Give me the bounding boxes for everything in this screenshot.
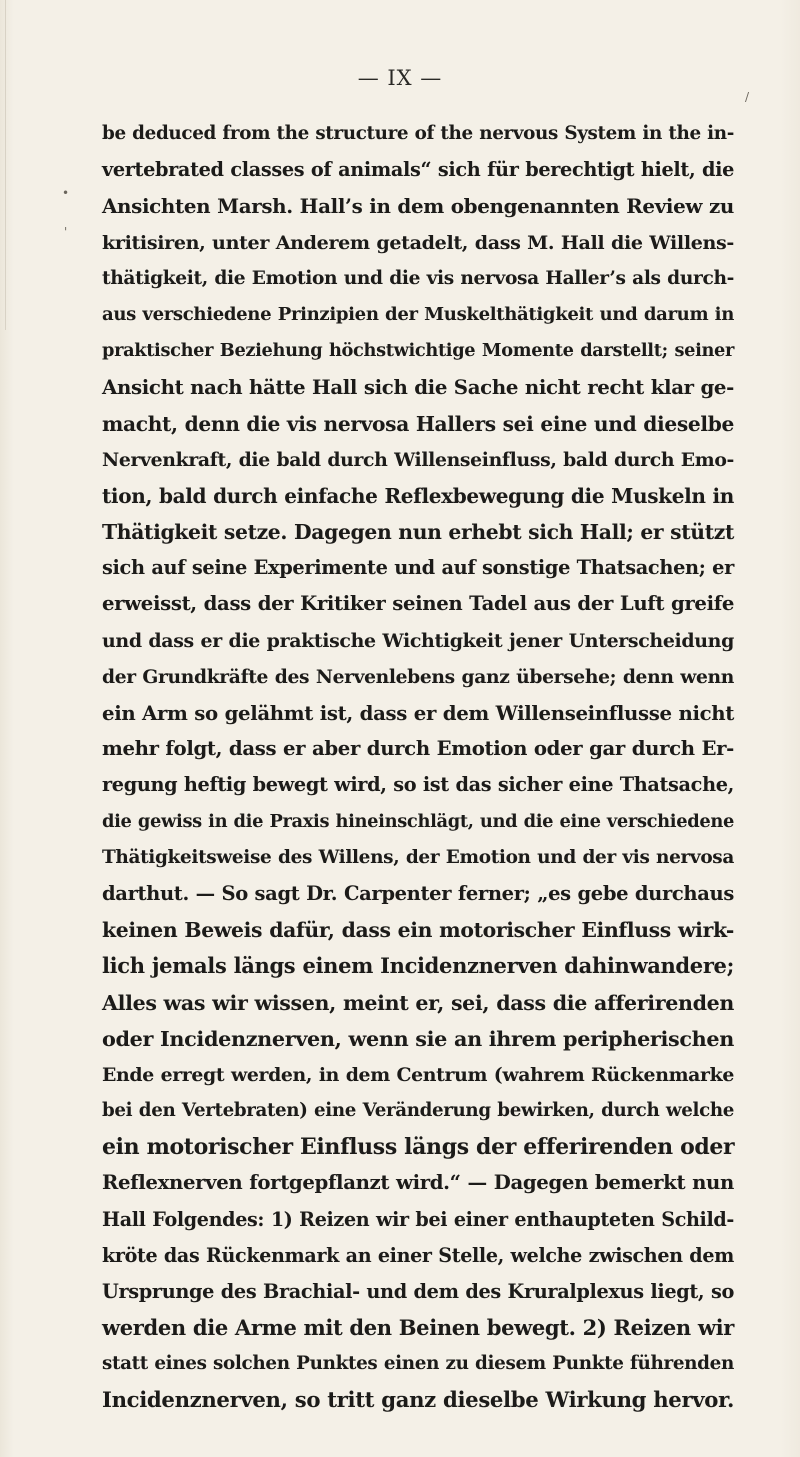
margin-dot-mark: • [62, 186, 70, 200]
text-line: regung heftig bewegt wird, so ist das sicher eine Thatsache, [102, 773, 734, 797]
text-line: Ansicht nach hätte Hall sich die Sache nicht recht klar ge- [102, 375, 734, 400]
text-line: Nervenkraft, die bald durch Willenseinfluss, bald durch Emo- [102, 448, 734, 471]
page-number: — IX — [357, 66, 443, 90]
text-line: Ursprunge des Brachial- und dem des Kruralplexus liegt, so [102, 1280, 734, 1303]
text-line: Hall Folgendes: 1) Reizen wir bei einer enthaupteten Schild- [102, 1207, 734, 1231]
text-line: Incidenznerven, so tritt ganz dieselbe Wirkung hervor. [102, 1387, 734, 1413]
text-line: Ansichten Marsh. Hall’s in dem obengenannten Review zu [102, 194, 734, 219]
body-text [102, 116, 734, 1419]
margin-tick-mark: ' [64, 225, 68, 239]
text-line: praktischer Beziehung höchstwichtige Momente darstellt; seiner [102, 340, 734, 362]
text-line: sich auf seine Experimente und auf sonstige Thatsachen; er [102, 556, 734, 580]
text-line: der Grundkräfte des Nervenlebens ganz übersehe; denn wenn [102, 665, 734, 688]
text-line: keinen Beweis dafür, dass ein motorischer Einfluss wirk- [102, 918, 734, 943]
text-line: die gewiss in die Praxis hineinschlägt, und die eine verschiedene [102, 810, 734, 832]
text-line: und dass er die praktische Wichtigkeit jener Unterscheidung [102, 629, 734, 652]
text-line: darthut. — So sagt Dr. Carpenter ferner; „es gebe durchaus [102, 881, 734, 905]
text-line: Thätigkeit setze. Dagegen nun erhebt sich Hall; er stützt [102, 520, 734, 545]
text-line: bei den Vertebraten) eine Veränderung bewirken, durch welche [102, 1100, 734, 1122]
page-edge-rule [5, 0, 6, 330]
text-line: oder Incidenznerven, wenn sie an ihrem peripherischen [102, 1026, 734, 1051]
text-line: macht, denn die vis nervosa Hallers sei eine und dieselbe [102, 411, 734, 436]
text-line: lich jemals längs einem Incidenznerven dahinwandere; [102, 953, 734, 979]
text-line: Alles was wir wissen, meint er, sei, dass die afferirenden [102, 990, 734, 1015]
text-line: ein motorischer Einfluss längs der efferirenden oder [102, 1134, 735, 1161]
text-line: kritisiren, unter Anderem getadelt, dass M. Hall die Willens- [102, 230, 734, 254]
text-line: ein Arm so gelähmt ist, dass er dem Willenseinflusse nicht [102, 701, 734, 725]
text-line: tion, bald durch einfache Reflexbewegung die Muskeln in [102, 483, 734, 508]
text-line: thätigkeit, die Emotion und die vis nervosa Haller’s als durch- [102, 267, 734, 289]
text-line: kröte das Rückenmark an einer Stelle, welche zwischen dem [102, 1243, 734, 1267]
text-line: erweisst, dass der Kritiker seinen Tadel aus der Luft greife [102, 592, 734, 616]
text-line: vertebrated classes of animals“ sich für berechtigt hielt, die [102, 158, 734, 182]
text-line: be deduced from the structure of the nervous System in the in- [102, 123, 734, 144]
text-line: Thätigkeitsweise des Willens, der Emotion und der vis nervosa [102, 846, 734, 868]
text-line: werden die Arme mit den Beinen bewegt. 2) Reizen wir [102, 1315, 734, 1341]
text-line: mehr folgt, dass er aber durch Emotion oder gar durch Er- [102, 737, 734, 761]
text-line: aus verschiedene Prinzipien der Muskelthätigkeit und darum in [102, 303, 734, 325]
text-line: Ende erregt werden, in dem Centrum (wahrem Rückenmarke [102, 1063, 734, 1086]
text-line: statt eines solchen Punktes einen zu diesem Punkte führenden [102, 1353, 734, 1375]
text-line: Reflexnerven fortgepflanzt wird.“ — Dagegen bemerkt nun [102, 1171, 734, 1195]
margin-corner-mark: / [745, 90, 750, 104]
